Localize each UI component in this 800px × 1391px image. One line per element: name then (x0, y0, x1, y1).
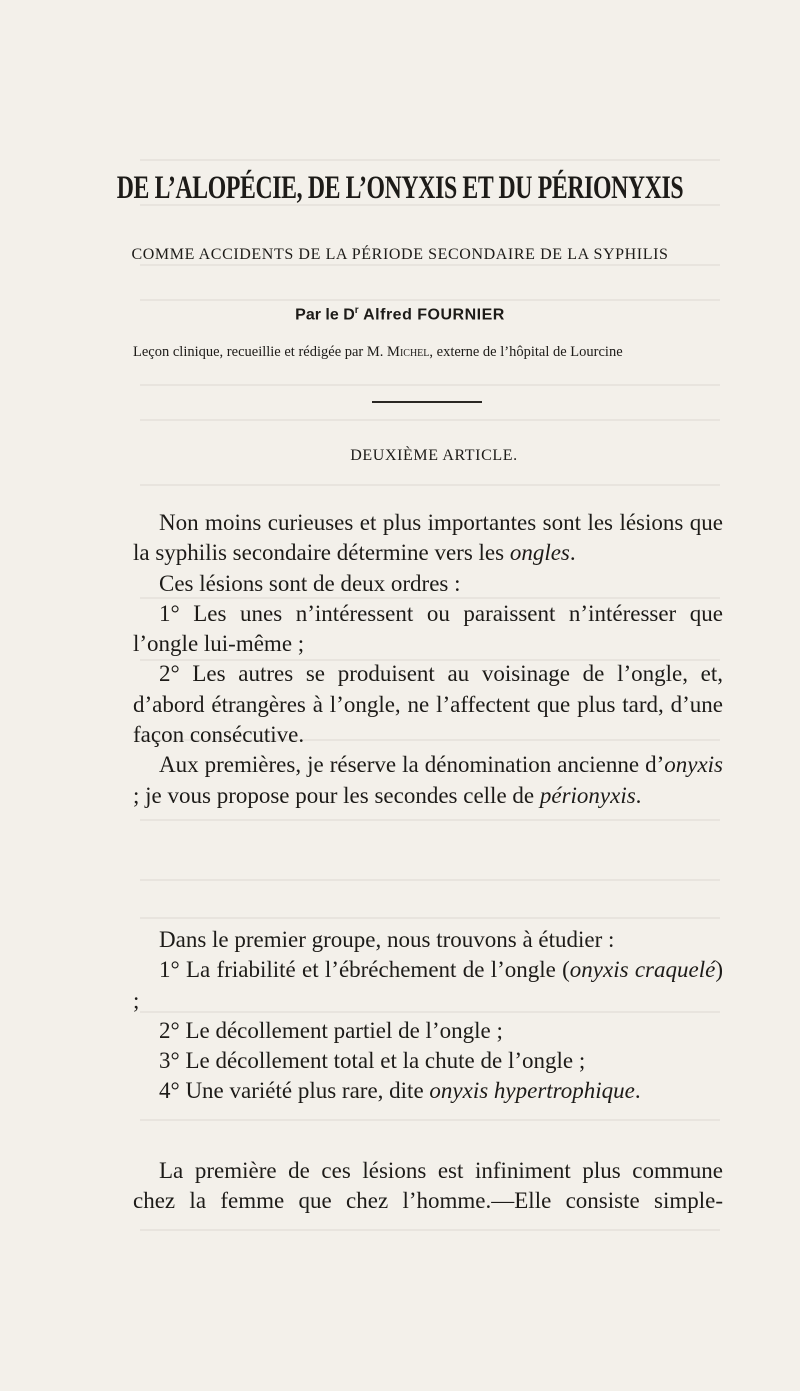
recorder-name: Michel (387, 344, 430, 360)
article-title: DE L’ALOPÉCIE, DE L’ONYXIS ET DU PÉRIONYXIS (116, 170, 684, 206)
separator-rule (372, 401, 482, 403)
paragraph-5 (133, 750, 723, 811)
list-item-3: 3° Le décollement total et la chute de l’ongle ; (159, 1048, 586, 1074)
author-name: Alfred FOURNIER (363, 306, 505, 324)
paragraph-1 (133, 508, 723, 569)
lecture-note-after: , externe de l’hôpital de Lourcine (429, 344, 623, 360)
paragraph-5-text-a: Aux premières, je réserve la dénomination ancienne d’ (159, 752, 665, 778)
paragraph-6: Dans le premier groupe, nous trouvons à étudier : (159, 927, 615, 952)
list-item-1 (133, 955, 723, 1016)
list-item-1-term: onyxis craquelé (569, 957, 716, 983)
paragraph-1-emphasis: ongles (509, 540, 570, 566)
list-item-1-text: 1° La friabilité et l’ébréchement de l’ongle ( (159, 957, 570, 983)
body-text-block-3 (133, 1156, 723, 1217)
paragraph-1-end: . (569, 540, 576, 566)
lecture-note-before: Leçon clinique, recueillie et rédigée par M. (133, 344, 388, 360)
paragraph-3: 1° Les unes n’intéressent ou paraissent n’intéresser que l’ongle lui-même ; (133, 600, 723, 657)
body-text-block-1 (133, 508, 723, 811)
byline-sup: r (354, 305, 359, 316)
article-subtitle: COMME ACCIDENTS DE LA PÉRIODE SECONDAIRE DE LA SYPHILIS (131, 246, 669, 263)
list-item-4 (133, 1076, 723, 1106)
list-item-2: 2° Le décollement partiel de l’ongle ; (159, 1017, 503, 1043)
list-item-4-term: onyxis hypertrophique (429, 1078, 635, 1104)
paragraph-5-text-b: ; je vous propose pour les secondes celle de (133, 782, 540, 808)
paragraph-4: 2° Les autres se produisent au voisinage de l’ongle, et, d’abord étrangères à l’ongle, ne l’affectent que plus tard, d’une façon consécutive. (133, 661, 723, 748)
paragraph-2: Ces lésions sont de deux ordres : (159, 570, 461, 596)
byline-prefix: Par le D (295, 306, 355, 324)
paragraph-5-end: . (635, 782, 642, 808)
lecture-note (133, 344, 733, 361)
byline (0, 305, 800, 324)
list-item-4-text: 4° Une variété plus rare, dite (159, 1078, 430, 1104)
body-text-block-2 (133, 925, 723, 1107)
list-item-4-end: . (634, 1078, 641, 1104)
paragraph-7: La première de ces lésions est infiniment plus commune chez la femme que chez l’homme.—Elle consiste simple- (133, 1158, 723, 1214)
paragraph-1-text: Non moins curieuses et plus importantes sont les lésions que la syphilis secondaire détermine vers les (133, 510, 723, 566)
paragraph-5-term-perionyxis: périonyxis (539, 782, 636, 808)
article-heading: DEUXIÈME ARTICLE. (350, 447, 518, 464)
list-item-1-end: ) ; (133, 957, 723, 1013)
paragraph-5-term-onyxis: onyxis (664, 752, 723, 778)
